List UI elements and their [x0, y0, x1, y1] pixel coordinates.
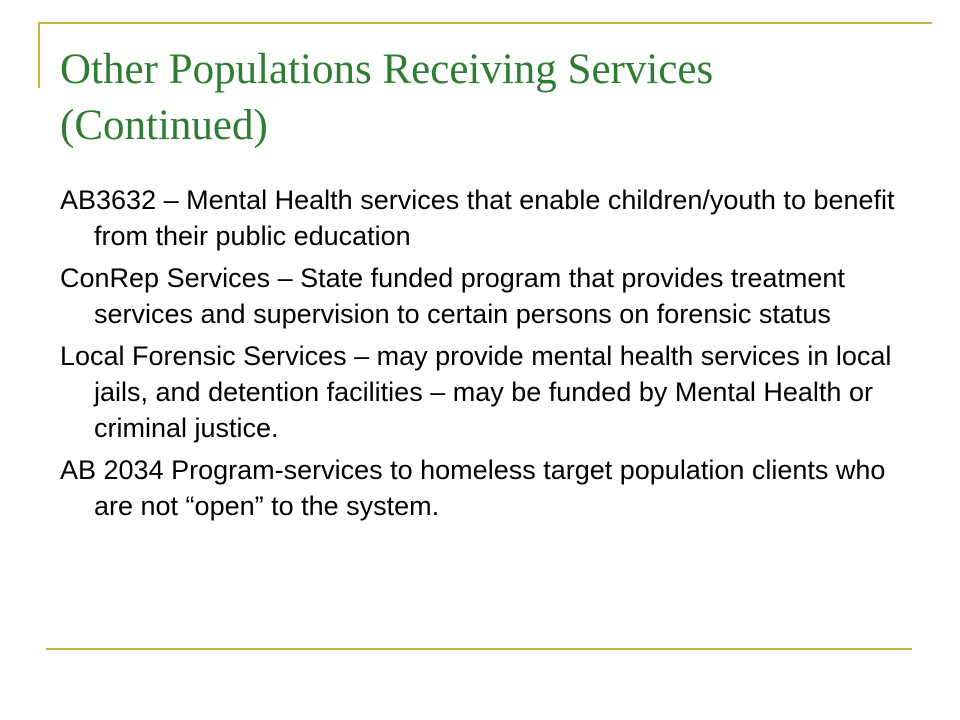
slide-title: Other Populations Receiving Services (Continued)	[60, 46, 714, 149]
bullet-ab2034-program: AB 2034 Program-services to homeless target population clients who are not “open” to the system.	[60, 455, 886, 521]
left-rule	[38, 22, 40, 88]
bullet-conrep-services: ConRep Services – State funded program that provides treatment services and supervision to certain persons on forensic status	[60, 263, 845, 329]
bottom-rule	[46, 648, 912, 650]
bullet-list	[60, 182, 910, 530]
bullet-local-forensic-services: Local Forensic Services – may provide mental health services in local jails, and detention facilities – may be funded by Mental Health or criminal justice.	[60, 341, 892, 443]
top-rule	[40, 22, 932, 24]
bullet-ab3632: AB3632 – Mental Health services that enable children/youth to benefit from their public education	[60, 185, 895, 251]
